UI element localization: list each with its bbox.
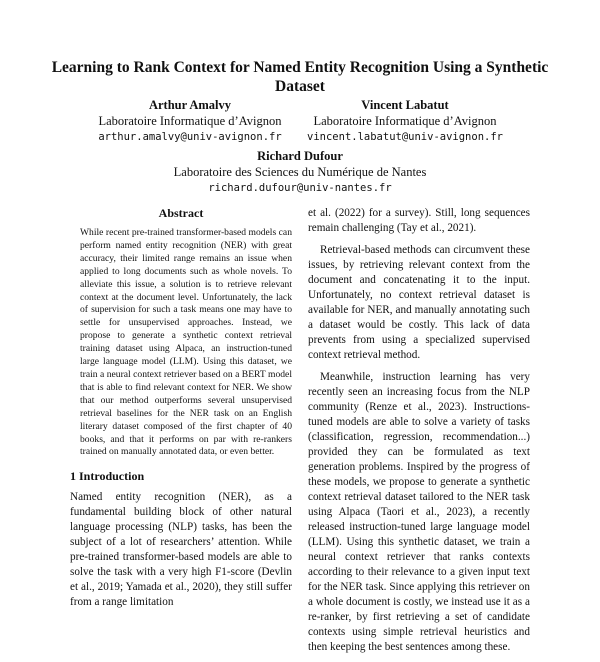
author-affiliation: Laboratoire Informatique d’Avignon [313,114,497,128]
paper-title: Learning to Rank Context for Named Entity Recognition Using a Synthetic Dataset [51,59,549,95]
author-affiliation: Laboratoire des Sciences du Numérique de Nantes [173,165,427,179]
author-block-2 [300,97,510,145]
author-email: arthur.amalvy@univ-avignon.fr [98,131,282,143]
author-block-1 [95,97,285,145]
left-column [70,206,292,610]
author-name: Richard Dufour [257,149,343,163]
right-column [308,206,530,662]
body-paragraph: Retrieval-based methods can circumvent these issues, by retrieving relevant context from the document and concatenating it to the input. Unfortunately, no context retrieval dataset is available for NER, and manually annotating such a dataset would be costly. This lack of data prevents from using a specialized supervised context retrieval method. [308,244,530,361]
author-name: Vincent Labatut [361,98,449,112]
intro-paragraph: Named entity recognition (NER), as a fundamental building block of other natural language processing (NLP) tasks, has been the subject of a lot of researchers’ attention. While pre-trained transformer-based models are able to solve the task with a very high F1-score (Devlin et al., 2019; Yamada et al., 2020), they still suffer from a range limitation [70,491,292,609]
author-affiliation: Laboratoire Informatique d’Avignon [98,114,282,128]
abstract-text: While recent pre-trained transformer-based models can perform named entity recognition (NER) with great accuracy, their limited range remains an issue when applied to long documents such as whole novels. To alleviate this issue, a solution is to retrieve relevant context at the document level. Unfortunately, the lack of supervision for such a task means one may have to settle for unsupervised approaches. Instead, we propose to generate a synthetic context retrieval training dataset using Alpaca, an instruction-tuned large language model (LLM). Using this dataset, we train a neural context retriever based on a BERT model that is able to find relevant context for NER. We show that our method outperforms several unsupervised retrieval baselines for the NER task on an English literary dataset composed of the first chapter of 40 books, and that it performs on par with re-rankers trained on manually annotated data, or even better. [80,227,292,458]
author-block-3 [150,148,450,196]
author-email: richard.dufour@univ-nantes.fr [208,182,392,194]
body-paragraph: et al. (2022) for a survey). Still, long sequences remain challenging (Tay et al., 2021). [308,207,530,234]
section-heading-introduction: 1 Introduction [70,469,145,484]
author-name: Arthur Amalvy [148,98,232,112]
body-paragraph: Meanwhile, instruction learning has very recently seen an increasing focus from the NLP community (Renze et al., 2023). Instructions-tuned models are able to solve a variety of tasks (classification, regression, recommendation...) provided they can be formulated as text generation problems. Inspired by the progress of these models, we propose to generate a synthetic context retrieval dataset tailored to the NER task using Alpaca (Taori et al., 2023), a recently released instruction-tuned large language model (LLM). Using this synthetic dataset, we train a neural context retriever that ranks contexts according to their relevance to a given input text for the NER task. Since applying this retriever on a whole document is costly, we instead use it as a re-ranker, by first retrieving a set of candidate contexts using simple retrieval heuristics and then keeping the best sentences among these. [308,371,530,653]
abstract-heading: Abstract [158,206,204,220]
author-email: vincent.labatut@univ-avignon.fr [307,131,503,143]
